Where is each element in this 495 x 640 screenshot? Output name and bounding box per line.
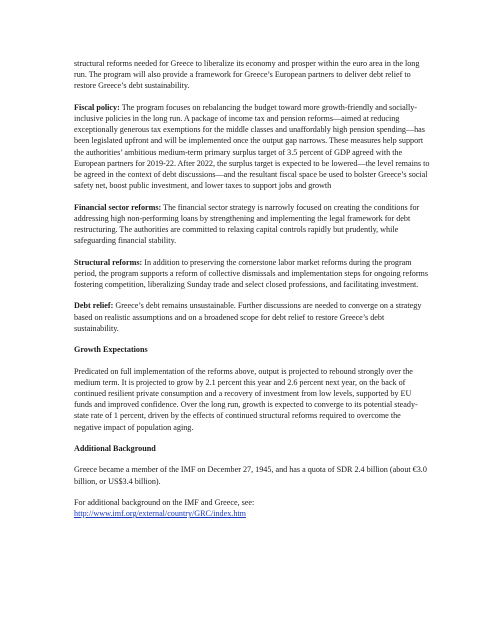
debt-relief-label: Debt relief: — [74, 301, 114, 311]
structural-reforms-text: In addition to preserving the cornerstone labor market reforms during the program period, the program supports a reform of collective dismissals and implementation steps for ongoing reforms fostering competition, liberalizing Sunday trade and select closed professions, and facilitating investment. — [74, 257, 429, 290]
fiscal-policy-label: Fiscal policy: — [74, 102, 120, 112]
structural-reforms-label: Structural reforms: — [74, 257, 143, 267]
debt-relief-paragraph — [74, 300, 430, 334]
financial-sector-label: Financial sector reforms: — [74, 202, 162, 212]
structural-reforms-paragraph — [74, 257, 430, 291]
more-info-text: For additional background on the IMF and Greece, see: — [74, 497, 255, 507]
financial-sector-paragraph — [74, 202, 430, 247]
imf-greece-link[interactable]: http://www.imf.org/external/country/GRC/index.htm — [74, 509, 246, 519]
financial-sector-text: The financial sector strategy is narrowly focused on creating the conditions for addressing high non-performing loans by strengthening and implementing the legal framework for debt restructuring. The authorities are committed to relaxing capital controls rapidly but prudently, while safeguarding financial stability. — [74, 202, 420, 246]
additional-background-paragraph: Greece became a member of the IMF on December 27, 1945, and has a quota of SDR 2.4 billion (about €3.0 billion, or US$3.4 billion). — [74, 465, 427, 486]
growth-expectations-heading: Growth Expectations — [74, 345, 148, 355]
debt-relief-text: Greece’s debt remains unsustainable. Further discussions are needed to converge on a strategy based on realistic assumptions and on a broadened scope for debt relief to restore Greece’s debt sustainability. — [74, 301, 422, 333]
fiscal-policy-text: The program focuses on rebalancing the budget toward more growth-friendly and socially-inclusive policies in the long run. A package of income tax and pension reforms—aimed at reducing exceptionally generous tax exemptions for the middle classes and unaffordably high pension spending—has been legislated upfront and will be implemented once the output gap narrows. These measures help support the authorities’ ambitious medium-term primary surplus target of 3.5 percent of GDP agreed with the European partners for 2019-22. After 2022, the surplus target is expected to be lowered—the level remains to be agreed in the context of debt discussions—and the resultant fiscal space be used to bolster Greece’s social safety net, boost public investment, and lower taxes to support jobs and growth — [74, 102, 430, 191]
growth-expectations-paragraph: Predicated on full implementation of the reforms above, output is projected to rebound strongly over the medium term. It is projected to grow by 2.1 percent this year and 2.6 percent next year, on the back of continued resilient private consumption and a recovery of investment from low levels, supported by EU funds and improved confidence. Over the long run, growth is expected to converge to its potential steady-state rate of 1 percent, driven by the effects of continued structural reforms required to overcome the negative impact of population aging. — [74, 366, 418, 432]
fiscal-policy-paragraph — [74, 102, 430, 192]
document-page — [74, 58, 430, 530]
intro-paragraph: structural reforms needed for Greece to liberalize its economy and prosper within the euro area in the long run. The program will also provide a framework for Greece’s European partners to deliver debt relief to restore Greece’s debt sustainability. — [74, 59, 420, 91]
additional-background-heading: Additional Background — [74, 444, 156, 453]
more-info-paragraph — [74, 497, 430, 519]
